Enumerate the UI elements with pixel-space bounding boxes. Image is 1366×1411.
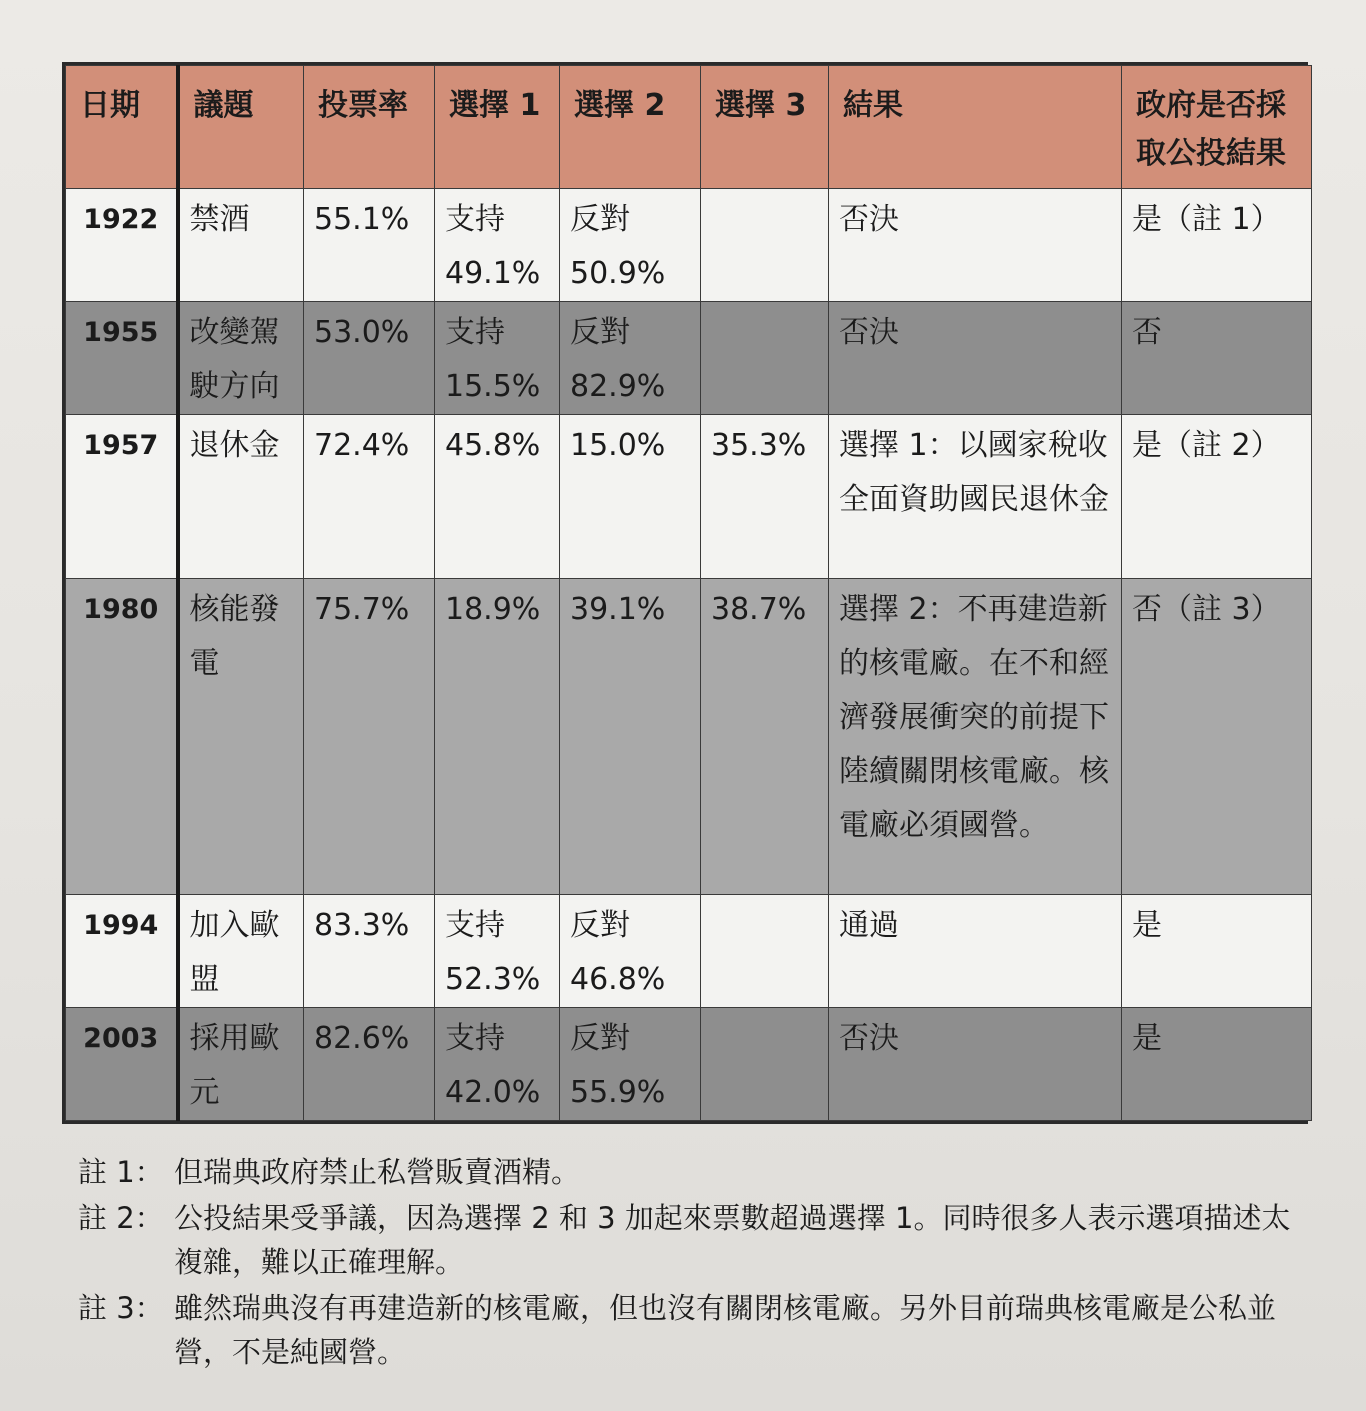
cell-choice-3: 38.7%: [701, 579, 829, 895]
cell-date: 2003: [66, 1008, 178, 1121]
cell-choice-3: [701, 189, 829, 302]
cell-result: 選擇 2：不再建造新的核電廠。在不和經濟發展衝突的前提下陸續關閉核電廠。核電廠必須國營。: [829, 579, 1122, 895]
header-date: 日期: [66, 66, 178, 189]
referendum-table: [62, 62, 1308, 1124]
footnote-label: 註 2：: [78, 1201, 164, 1235]
cell-date: 1957: [66, 415, 178, 579]
footnote-3: [78, 1286, 1314, 1374]
cell-choice-2: 反對 46.8%: [560, 895, 701, 1008]
cell-adopted: 是（註 1）: [1122, 189, 1312, 302]
cell-topic: 採用歐元: [178, 1008, 304, 1121]
cell-choice-1: 支持 15.5%: [435, 302, 560, 415]
footnote-text: 但瑞典政府禁止私營販賣酒精。: [174, 1155, 581, 1189]
cell-turnout: 83.3%: [304, 895, 435, 1008]
header-choice-2: 選擇 2: [560, 66, 701, 189]
cell-adopted: 是: [1122, 895, 1312, 1008]
header-result: 結果: [829, 66, 1122, 189]
cell-date: 1955: [66, 302, 178, 415]
table-row: [66, 1008, 1312, 1121]
footnote-label: 註 1：: [78, 1155, 164, 1189]
cell-turnout: 53.0%: [304, 302, 435, 415]
cell-adopted: 是: [1122, 1008, 1312, 1121]
cell-choice-1: 支持 42.0%: [435, 1008, 560, 1121]
cell-choice-3: [701, 895, 829, 1008]
cell-choice-3: 35.3%: [701, 415, 829, 579]
header-turnout: 投票率: [304, 66, 435, 189]
cell-adopted: 否: [1122, 302, 1312, 415]
cell-date: 1994: [66, 895, 178, 1008]
cell-adopted: 是（註 2）: [1122, 415, 1312, 579]
cell-date: 1922: [66, 189, 178, 302]
cell-turnout: 72.4%: [304, 415, 435, 579]
cell-topic: 加入歐盟: [178, 895, 304, 1008]
cell-choice-3: [701, 302, 829, 415]
footnotes: [78, 1150, 1314, 1376]
cell-topic: 改變駕駛方向: [178, 302, 304, 415]
cell-choice-2: 15.0%: [560, 415, 701, 579]
cell-turnout: 75.7%: [304, 579, 435, 895]
cell-result: 通過: [829, 895, 1122, 1008]
cell-topic: 禁酒: [178, 189, 304, 302]
cell-choice-1: 支持 52.3%: [435, 895, 560, 1008]
cell-choice-2: 反對 55.9%: [560, 1008, 701, 1121]
table-row: [66, 302, 1312, 415]
cell-date: 1980: [66, 579, 178, 895]
cell-choice-1: 18.9%: [435, 579, 560, 895]
cell-turnout: 82.6%: [304, 1008, 435, 1121]
cell-adopted: 否（註 3）: [1122, 579, 1312, 895]
footnote-2: [78, 1196, 1314, 1284]
footnote-1: [78, 1150, 1314, 1194]
cell-choice-2: 反對 82.9%: [560, 302, 701, 415]
cell-turnout: 55.1%: [304, 189, 435, 302]
header-choice-1: 選擇 1: [435, 66, 560, 189]
footnote-text: 雖然瑞典沒有再建造新的核電廠，但也沒有關閉核電廠。另外目前瑞典核電廠是公私並營，不是純國營。: [174, 1291, 1277, 1369]
table-row: [66, 415, 1312, 579]
cell-choice-2: 39.1%: [560, 579, 701, 895]
cell-choice-2: 反對 50.9%: [560, 189, 701, 302]
header-government-adopted: 政府是否採取公投結果: [1122, 66, 1312, 189]
cell-choice-1: 45.8%: [435, 415, 560, 579]
table-row: [66, 189, 1312, 302]
cell-choice-1: 支持 49.1%: [435, 189, 560, 302]
cell-topic: 退休金: [178, 415, 304, 579]
referendum-table-grid: [65, 65, 1312, 1121]
table-row: [66, 579, 1312, 895]
cell-result: 否決: [829, 302, 1122, 415]
cell-result: 否決: [829, 189, 1122, 302]
header-topic: 議題: [178, 66, 304, 189]
table-header-row: [66, 66, 1312, 189]
footnote-text: 公投結果受爭議，因為選擇 2 和 3 加起來票數超過選擇 1。同時很多人表示選項描述太複雜，難以正確理解。: [174, 1201, 1291, 1279]
table-row: [66, 895, 1312, 1008]
cell-result: 否決: [829, 1008, 1122, 1121]
header-choice-3: 選擇 3: [701, 66, 829, 189]
footnote-label: 註 3：: [78, 1291, 164, 1325]
cell-result: 選擇 1：以國家稅收全面資助國民退休金: [829, 415, 1122, 579]
cell-topic: 核能發電: [178, 579, 304, 895]
cell-choice-3: [701, 1008, 829, 1121]
